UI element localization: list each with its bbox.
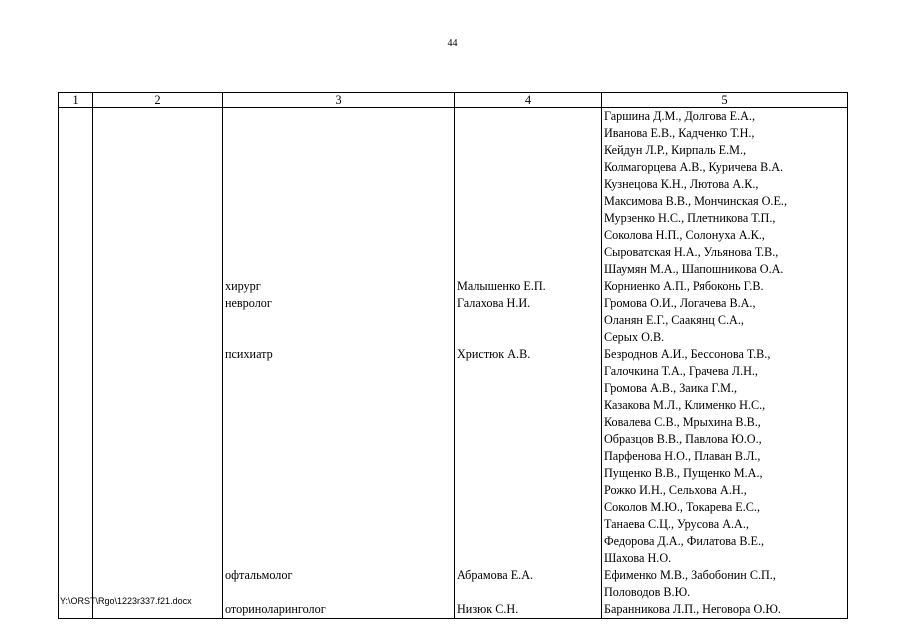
blank-line (225, 465, 452, 482)
staff-name-line: Оланян Е.Г., Саакянц С.А., (604, 313, 744, 327)
column-header-4: 4 (455, 93, 602, 108)
blank-line (225, 482, 452, 499)
staff-name-line: Танаева С.Ц., Урусова А.А., (604, 517, 749, 531)
staff-name-line: Гаршина Д.М., Долгова Е.А., (604, 109, 756, 123)
blank-line (225, 142, 452, 159)
blank-line (225, 193, 452, 210)
blank-line (457, 210, 599, 227)
staff-name-line: Шахова Н.О. (604, 551, 672, 565)
blank-line (225, 176, 452, 193)
blank-line (457, 108, 599, 125)
staff-name-line: Ефименко М.В., Забобонин С.П., (604, 568, 776, 582)
staff-name-line: Ковалева С.В., Мрыхина В.В., (604, 415, 761, 429)
staff-name-line: Федорова Д.А., Филатова В.Е., (604, 534, 765, 548)
blank-line (225, 312, 452, 329)
blank-line (457, 261, 599, 278)
specialty-label: офтальмолог (225, 568, 293, 582)
blank-line (225, 125, 452, 142)
head-doctor-name: Абрамова Е.А. (457, 568, 534, 582)
staff-name-line: Половодов В.Ю. (604, 585, 691, 599)
staff-name-line: Пущенко В.В., Пущенко М.А., (604, 466, 763, 480)
blank-line (457, 499, 599, 516)
staff-name-line: Максимова В.В., Мончинская О.Е., (604, 194, 788, 208)
blank-line (225, 584, 452, 601)
staff-name-line: Соколова Н.П., Солонуха А.К., (604, 228, 765, 242)
staff-name-line: Громова О.И., Логачева В.А., (604, 296, 756, 310)
blank-line (225, 108, 452, 125)
blank-line (225, 414, 452, 431)
staff-name-line: Сыроватская Н.А., Ульянова Т.В., (604, 245, 779, 259)
cell-specialties (223, 108, 455, 619)
blank-line (457, 176, 599, 193)
head-doctor-name: Христюк А.В. (457, 347, 531, 361)
column-header-1: 1 (59, 93, 93, 108)
blank-line (457, 227, 599, 244)
specialty-label: невролог (225, 296, 272, 310)
head-doctor-name: Низюк С.Н. (457, 602, 519, 616)
blank-line (225, 516, 452, 533)
staff-name-line: Кузнецова К.Н., Лютова А.К., (604, 177, 759, 191)
file-path: Y:\ORST\Rgo\1223r337.f21.docx (60, 596, 192, 606)
specialty-column (225, 108, 452, 618)
blank-line (225, 329, 452, 346)
blank-line (457, 193, 599, 210)
staff-name-line: Иванова Е.В., Кадченко Т.Н., (604, 126, 755, 140)
staff-name-line: Образцов В.В., Павлова Ю.О., (604, 432, 762, 446)
cell-staff-names (602, 108, 848, 619)
blank-line (457, 244, 599, 261)
column-header-2: 2 (93, 93, 223, 108)
staff-name-line: Казакова М.Л., Клименко Н.С., (604, 398, 766, 412)
blank-line (225, 448, 452, 465)
blank-line (457, 329, 599, 346)
blank-line (225, 550, 452, 567)
blank-line (457, 159, 599, 176)
head-doctor-name: Малышенко Е.П. (457, 279, 546, 293)
blank-line (457, 516, 599, 533)
blank-line (457, 363, 599, 380)
blank-line (457, 397, 599, 414)
table-row (59, 108, 848, 619)
table-header-row (59, 93, 848, 108)
blank-line (225, 380, 452, 397)
cell-heads (455, 108, 602, 619)
specialty-label: оториноларинголог (225, 602, 326, 616)
column-header-5: 5 (602, 93, 848, 108)
blank-line (457, 125, 599, 142)
blank-line (457, 142, 599, 159)
assignment-table (58, 92, 848, 619)
staff-name-line: Громова А.В., Заика Г.М., (604, 381, 738, 395)
blank-line (225, 244, 452, 261)
blank-line (225, 159, 452, 176)
blank-line (225, 397, 452, 414)
blank-line (457, 380, 599, 397)
blank-line (457, 448, 599, 465)
staff-name-line: Корниенко А.П., Рябоконь Г.В. (604, 279, 764, 293)
blank-line (457, 550, 599, 567)
head-column (457, 108, 599, 618)
blank-line (225, 431, 452, 448)
staff-name-line: Парфенова Н.О., Плаван В.Л., (604, 449, 761, 463)
blank-line (457, 482, 599, 499)
blank-line (457, 312, 599, 329)
staff-name-line: Безроднов А.И., Бессонова Т.В., (604, 347, 771, 361)
specialty-label: хирург (225, 279, 261, 293)
blank-line (225, 533, 452, 550)
head-doctor-name: Галахова Н.И. (457, 296, 531, 310)
blank-line (457, 465, 599, 482)
blank-line (225, 261, 452, 278)
staff-name-line: Кейдун Л.Р., Кирпаль Е.М., (604, 143, 747, 157)
blank-line (225, 363, 452, 380)
staff-name-line: Мурзенко Н.С., Плетникова Т.П., (604, 211, 776, 225)
blank-line (225, 499, 452, 516)
cell-col1 (59, 108, 93, 619)
blank-line (225, 227, 452, 244)
blank-line (457, 533, 599, 550)
names-column (604, 108, 845, 618)
staff-name-line: Баранникова Л.П., Неговора О.Ю. (604, 602, 781, 616)
cell-col2 (93, 108, 223, 619)
blank-line (457, 584, 599, 601)
column-header-3: 3 (223, 93, 455, 108)
blank-line (457, 414, 599, 431)
staff-name-line: Рожко И.Н., Сельхова А.Н., (604, 483, 747, 497)
blank-line (457, 431, 599, 448)
page-number: 44 (447, 38, 458, 49)
staff-name-line: Галочкина Т.А., Грачева Л.Н., (604, 364, 758, 378)
staff-name-line: Серых О.В. (604, 330, 665, 344)
staff-name-line: Колмагорцева А.В., Куричева В.А. (604, 160, 784, 174)
staff-name-line: Соколов М.Ю., Токарева Е.С., (604, 500, 761, 514)
staff-name-line: Шаумян М.А., Шапошникова О.А. (604, 262, 784, 276)
specialty-label: психиатр (225, 347, 273, 361)
blank-line (225, 210, 452, 227)
